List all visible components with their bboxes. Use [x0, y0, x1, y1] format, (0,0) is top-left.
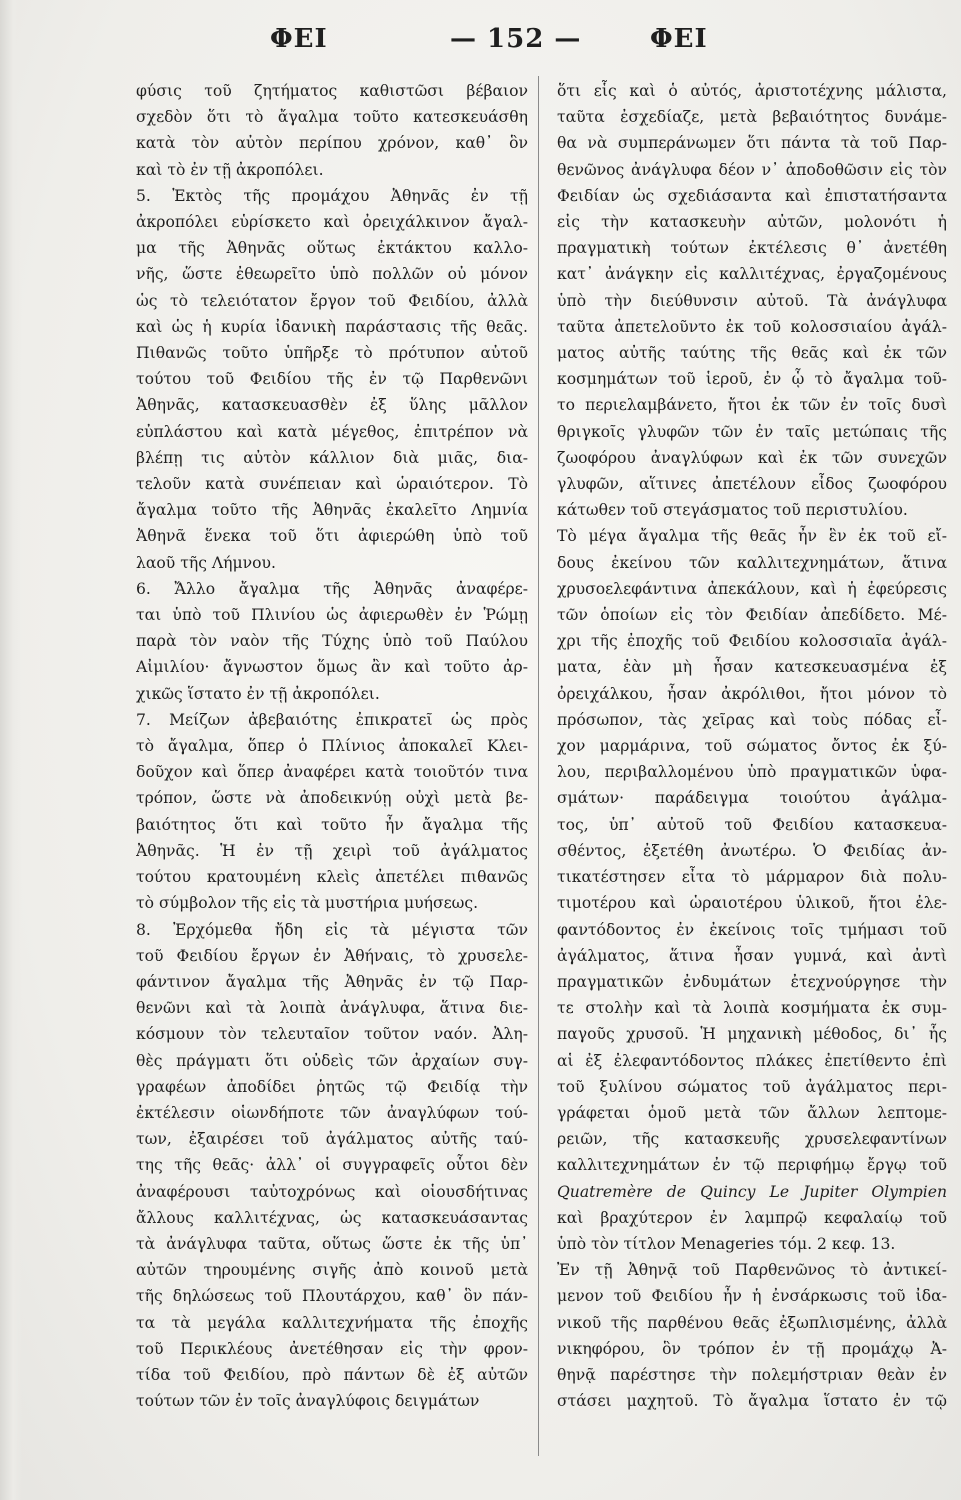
text-line: λου, περιβαλλομένου ὑπὸ πραγματικῶν ὑφα- [557, 763, 947, 782]
text-line: γράφεται ὁμοῦ μετὰ τῶν ἄλλων λεπτομε- [557, 1103, 947, 1122]
page-edge-shadow [0, 0, 22, 1500]
text-line: τα τὰ μεγάλα καλλιτεχνήματα τῆς ἐποχῆς [136, 1313, 528, 1332]
text-line: γραφέων ἀποδίδει ῥητῶς τῷ Φειδίᾳ τὴν [136, 1077, 528, 1096]
text-line: Ἀθηνᾶς, κατασκευασθὲν ἐξ ὕλης μᾶλλον [136, 396, 528, 415]
page-header [130, 24, 831, 64]
text-line: 5. Ἐκτὸς τῆς προμάχου Ἀθηνᾶς ἐν τῇ [136, 186, 528, 205]
text-line: τὸ ἄγαλμα, ὅπερ ὁ Πλίνιος ἀποκαλεῖ Κλει- [136, 737, 528, 756]
text-line: σμάτων· παράδειγμα τοιούτου ἀγάλμα- [557, 789, 947, 808]
text-line: 6. Ἄλλο ἄγαλμα τῆς Ἀθηνᾶς ἀναφέρε- [136, 579, 528, 598]
text-line: Ἐν τῇ Ἀθηνᾷ τοῦ Παρθενῶνος τὸ ἀντικεί- [557, 1261, 947, 1280]
running-head-left: ΦΕΙ [270, 24, 328, 54]
text-line: χρυσοελεφάντινα ἀπεκάλουν, καὶ ἡ ἐφεύρεσις [557, 579, 947, 598]
text-line: πραγματικῶν ἐνδυμάτων ἐτεχνούργησε τὴν [557, 972, 947, 991]
text-line: μενον τοῦ Φειδίου ἦν ἡ ἐνσάρκωσις τοῦ ἰδα- [557, 1287, 947, 1306]
text-line: ὀρειχάλκου, ἦσαν ἀκρόλιθοι, ἤτοι μόνον τὸ [557, 684, 947, 703]
text-line: της τῆς θεᾶς· ἀλλ᾽ οἱ συγγραφεῖς οὗτοι δὲν [136, 1156, 528, 1175]
text-line: χρι τῆς ἐποχῆς τοῦ Φειδίου κολοσσιαῖα ἀγάλ- [557, 632, 947, 651]
text-line: παρὰ τὸν ναὸν τῆς Τύχης ὑπὸ τοῦ Παύλου [136, 632, 528, 651]
text-line: καὶ τὸ ἐν τῇ ἀκροπόλει. [136, 160, 324, 179]
text-line: Quatremère de Quincy Le Jupiter Olympien [557, 1182, 947, 1201]
text-line: τε στολὴν καὶ τὰ λοιπὰ κοσμήματα ἐκ συμ- [557, 999, 947, 1018]
text-line: Φειδίαν ὡς σχεδιάσαντα καὶ ἐπιστατήσαντα [557, 186, 947, 205]
text-line: τοῦ Φειδίου ἔργων ἐν Ἀθήναις, τὸ χρυσελε- [136, 946, 528, 965]
text-line: τὸ σύμβολον τῆς εἰς τὰ μυστήρια μυήσεως. [136, 894, 479, 913]
text-line: καὶ ὡς ἡ κυρία ἰδανικὴ παράστασις τῆς θεᾶς. [136, 317, 528, 336]
text-line: θενῶνος ἀνάγλυφα δέον ν᾽ ἀποδοθῶσιν εἰς τὸν [557, 160, 947, 179]
text-line: ὑπὸ τὴν διεύθυνσιν αὐτοῦ. Τὰ ἀνάγλυφα [557, 291, 947, 310]
text-line: φύσις τοῦ ζητήματος καθιστῶσι βέβαιον [136, 82, 528, 100]
text-line: αἱ ἐξ ἐλεφαντόδοντος πλάκες ἐπετίθεντο ἐπὶ [557, 1051, 947, 1070]
text-line: κατ᾽ ἀνάγκην εἰς καλλιτέχνας, ἐργαζομένους [557, 265, 947, 284]
text-line: ὑπὸ τὸν τίτλον Menageries τόμ. 2 κεφ. 13. [557, 1234, 896, 1253]
text-line: το περιελαμβάνετο, ἤτοι ἐκ τῶν ἐν τοῖς δυσὶ [557, 396, 947, 415]
text-line: ρειῶν, τῆς κατασκευῆς χρυσελεφαντίνων [557, 1130, 947, 1149]
text-line: τικατέστησεν εἶτα τὸ μάρμαρον διὰ πολυ- [557, 868, 947, 887]
text-line: νικοῦ τῆς παρθένου θεᾶς ἐξωπλισμένης, ἀλλὰ [557, 1313, 947, 1332]
left-text-column [136, 78, 528, 1414]
text-line: τούτου κρατουμένη κλεὶς ἀπετέλει πιθανῶς [136, 868, 528, 887]
text-line: ἀναφέρουσι ταὐτοχρόνως καὶ οἱουσδήτινας [136, 1182, 528, 1201]
text-line: εἰς τὴν κατασκευὴν αὐτῶν, μολονότι ἡ [557, 213, 947, 232]
text-line: ἐκτέλεσιν οἱωνδήποτε τῶν ἀναγλύφων τού- [136, 1103, 528, 1122]
text-line: χον μαρμάρινα, τοῦ σώματος ὄντος ἐκ ξύ- [557, 737, 947, 756]
text-line: θὲς πράγματι ὅτι οὐδεὶς τῶν ἀρχαίων συγ- [136, 1051, 528, 1070]
text-line: Ἀθηνᾶ ἕνεκα τοῦ ὅτι ἀφιερώθη ὑπὸ τοῦ [136, 527, 528, 546]
text-line: 7. Μείζων ἀβεβαιότης ἐπικρατεῖ ὡς πρὸς [136, 710, 528, 729]
text-line: τούτου τοῦ Φειδίου τῆς ἐν τῷ Παρθενῶνι [136, 370, 528, 389]
text-line: κατὰ τὸν αὐτὸν περίπου χρόνον, καθ᾽ ὃν [136, 134, 528, 153]
text-line: τῶν ὁποίων εἰς τὸν Φειδίαν ἀπεδίδετο. Μέ- [557, 606, 947, 625]
text-line: Τὸ μέγα ἄγαλμα τῆς θεᾶς ἦν ἓν ἐκ τοῦ εἴ- [557, 527, 947, 546]
text-line: θα νὰ συμπεράνωμεν ὅτι πάντα τὰ τοῦ Παρ- [557, 134, 947, 153]
text-line: παγοῦς χρυσοῦ. Ἡ μηχανικὴ μέθοδος, δι᾽ ἧς [557, 1025, 947, 1044]
text-line: τιμοτέρου καὶ ὡραιοτέρου ὑλικοῦ, ἤτοι ἐλε- [557, 894, 947, 913]
text-line: θηνᾷ παρέστησε τὴν πολεμήστριαν θεὰν ἐν [557, 1365, 947, 1384]
text-line: κοσμημάτων τοῦ ἱεροῦ, ἐν ᾧ τὸ ἄγαλμα τοῦ- [557, 370, 947, 389]
text-line: ταῦτα ἀπετελοῦντο ἐκ τοῦ κολοσσιαίου ἀγάλ- [557, 317, 947, 336]
text-line: χικῶς ἵστατο ἐν τῇ ἀκροπόλει. [136, 684, 380, 703]
text-line: πρόσωπον, τὰς χεῖρας καὶ τοὺς πόδας εἶ- [557, 710, 947, 729]
text-line: τελοῦν κατὰ συνέπειαν καὶ ὡραιότερον. Τὸ [136, 475, 528, 494]
text-line: τρόπον, ὥστε νὰ ἀποδεικνύῃ οὐχὶ μετὰ βε- [136, 789, 528, 808]
text-line: σχεδὸν ὅτι τὸ ἄγαλμα τοῦτο κατεσκευάσθη [136, 108, 528, 127]
text-line: ζωοφόρου ἀναγλύφων καὶ ἐκ τῶν συνεχῶν [557, 448, 947, 467]
right-text-column [557, 78, 947, 1414]
text-line: κόσμουν τὸν τελευταῖον τοῦτον ναόν. Ἀλη- [136, 1025, 528, 1044]
text-line: καλλιτεχνημάτων ἐν τῷ περιφήμῳ ἔργῳ τοῦ [557, 1156, 947, 1175]
text-line: θενῶνι καὶ τὰ λοιπὰ ἀνάγλυφα, ἅτινα διε- [136, 999, 528, 1018]
text-line: λαοῦ τῆς Λήμνου. [136, 553, 276, 572]
text-line: ται ὑπὸ τοῦ Πλινίου ὡς ἀφιερωθὲν ἐν Ῥώμῃ [136, 606, 528, 625]
text-line: αὐτῶν τηρουμένης σιγῆς ἀπὸ κοινοῦ μετὰ [136, 1261, 528, 1280]
text-line: δους ἐκείνου τῶν καλλιτεχνημάτων, ἅτινα [557, 553, 947, 572]
page-number: — 152 — [450, 24, 582, 54]
text-line: εὐπλάστου καὶ κατὰ μέγεθος, ἐπιτρέπον νὰ [136, 422, 528, 441]
text-line: βλέπῃ τις αὐτὸν κάλλιον διὰ μιᾶς, δια- [136, 448, 528, 467]
text-line: τούτων τῶν ἐν τοῖς ἀναγλύφοις δειγμάτων [136, 1392, 480, 1411]
column-divider [538, 76, 539, 1456]
text-line: ἄλλους καλλιτέχνας, ὡς κατασκευάσαντας [136, 1208, 528, 1227]
text-line: στάσει μαχητοῦ. Τὸ ἄγαλμα ἵστατο ἐν τῷ [557, 1392, 947, 1411]
text-line: καὶ βραχύτερον ἐν λαμπρῷ κεφαλαίῳ τοῦ [557, 1208, 947, 1227]
text-line: ὡς τὸ τελειότατον ἔργον τοῦ Φειδίου, ἀλλὰ [136, 291, 528, 310]
text-line: τῆς δηλώσεως τοῦ Πλουτάρχου, καθ᾽ ὃν πάν- [136, 1287, 528, 1306]
text-line: των, ἐξαιρέσει τοῦ ἀγάλματος αὐτῆς ταύ- [136, 1130, 528, 1149]
text-line: δοῦχον καὶ ὅπερ ἀναφέρει κατὰ τοιοῦτόν τινα [136, 763, 528, 782]
text-line: κάτωθεν τοῦ στεγάσματος τοῦ περιστυλίου. [557, 501, 908, 520]
text-line: φάντινον ἄγαλμα τῆς Ἀθηνᾶς ἐν τῷ Παρ- [136, 972, 528, 991]
text-line: Αἰμιλίου· ἄγνωστον ὅμως ἂν καὶ τοῦτο ἀρ- [136, 658, 528, 677]
text-line: ἀκροπόλει εὑρίσκετο καὶ ὀρειχάλκινον ἄγαλ- [136, 213, 528, 232]
text-line: φαντόδοντος ἐν ἐκείνοις τοῖς τμήμασι τοῦ [557, 920, 947, 939]
text-line: ματος αὐτῆς ταύτης τῆς θεᾶς καὶ ἐκ τῶν [557, 344, 947, 363]
text-line: μα τῆς Ἀθηνᾶς οὕτως ἐκτάκτου καλλο- [136, 239, 528, 258]
text-line: τος, ὑπ᾽ αὐτοῦ τοῦ Φειδίου κατασκευα- [557, 815, 947, 834]
text-line: τοῦ Περικλέους ἀνετέθησαν εἰς τὴν φρον- [136, 1339, 528, 1358]
text-line: νῆς, ὥστε ἐθεωρεῖτο ὑπὸ πολλῶν οὐ μόνον [136, 265, 528, 284]
text-line: νικηφόρου, ὃν τρόπον ἐν τῇ προμάχῳ Ἀ- [557, 1339, 947, 1358]
text-line: ταῦτα ἐσχεδίαζε, μετὰ βεβαιότητος δυνάμε- [557, 108, 947, 127]
text-line: ἀγάλματος, ἅτινα ἦσαν γυμνά, καὶ ἀντὶ [557, 946, 947, 965]
text-line: 8. Ἐρχόμεθα ἤδη εἰς τὰ μέγιστα τῶν [136, 920, 528, 939]
text-line: γλυφῶν, αἵτινες ἀπετέλουν εἶδος ζωοφόρου [557, 475, 947, 494]
text-line: ματα, ἐὰν μὴ ἦσαν κατεσκευασμένα ἐξ [557, 658, 947, 677]
text-line: Πιθανῶς τοῦτο ὑπῆρξε τὸ πρότυπον αὐτοῦ [136, 344, 528, 363]
text-line: τὰ ἀνάγλυφα ταῦτα, οὕτως ὥστε ἐκ τῆς ὑπ᾽ [136, 1234, 528, 1253]
text-line: Ἀθηνᾶς. Ἡ ἐν τῇ χειρὶ τοῦ ἀγάλματος [136, 841, 528, 860]
text-line: τίδα τοῦ Φειδίου, πρὸ πάντων δὲ ἐξ αὐτῶν [136, 1365, 528, 1384]
text-line: τοῦ ξυλίνου σώματος τοῦ ἀγάλματος περι- [557, 1077, 947, 1096]
text-line: θριγκοῖς γλυφῶν τῶν ἐν ταῖς μετώπαις τῆς [557, 422, 947, 441]
text-line: βαιότητος ὅτι καὶ τοῦτο ἦν ἄγαλμα τῆς [136, 815, 528, 834]
text-line: σθέντος, ἐξετέθη ἀνωτέρω. Ὁ Φειδίας ἀν- [557, 841, 947, 860]
text-line: ὅτι εἷς καὶ ὁ αὐτός, ἀριστοτέχνης μάλιστα, [557, 82, 947, 100]
running-head-right: ΦΕΙ [650, 24, 708, 54]
text-line: πραγματικὴ τούτων ἐκτέλεσις θ᾽ ἀνετέθη [557, 239, 947, 258]
text-line: ἄγαλμα τοῦτο τῆς Ἀθηνᾶς ἐκαλεῖτο Λημνία [136, 501, 528, 520]
